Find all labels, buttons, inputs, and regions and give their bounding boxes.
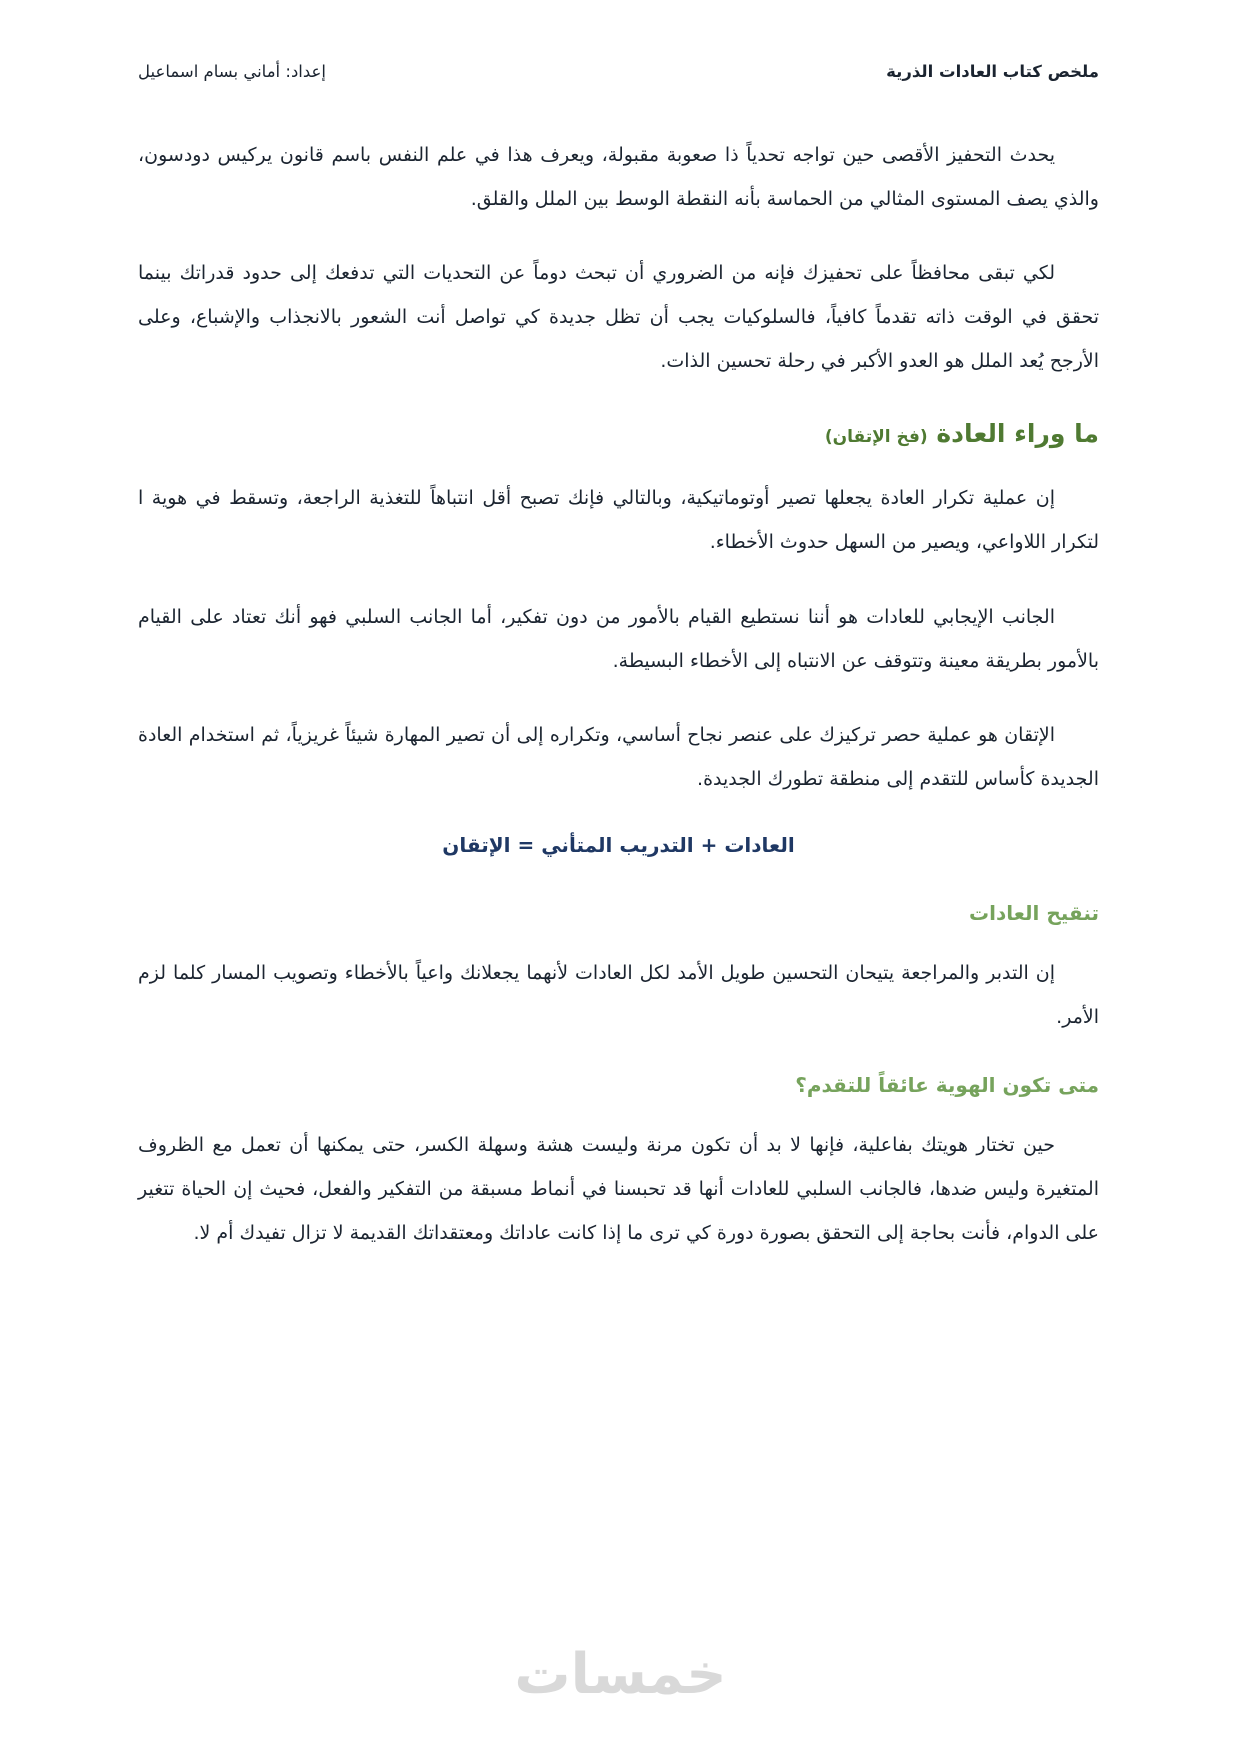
document-header bbox=[138, 62, 1099, 81]
paragraph-motivation-law: يحدث التحفيز الأقصى حين تواجه تحدياً ذا صعوبة مقبولة، ويعرف هذا في علم النفس باسم قانون يركيس دودسون، والذي يصف المستوى المثالي من الحماسة بأنه النقطة الوسط بين الملل والقلق. bbox=[138, 144, 1099, 211]
document-author: إعداد: أماني بسام اسماعيل bbox=[138, 62, 326, 81]
subheading-refining-habits: تنقيح العادات bbox=[969, 900, 1099, 925]
khamsat-watermark: خمسات bbox=[514, 1642, 727, 1707]
paragraph-flexible-identity: حين تختار هويتك بفاعلية، فإنها لا بد أن تكون مرنة وليست هشة وسهلة الكسر، حتى يمكنها أن تعمل مع الظروف المتغيرة وليس ضدها، فالجانب السلبي للعادات أنها قد تحبسنا في أنماط مسبقة من التفكير والفعل، فحيث إن الحياة تتغير على الدوام، فأنت بحاجة إلى التحقق بصورة دورة كي ترى ما إذا كانت عاداتك ومعتقداتك القديمة لا تزال تفيدك أم لا. bbox=[138, 1134, 1099, 1245]
paragraph-habit-automaticity: إن عملية تكرار العادة يجعلها تصير أوتوماتيكية، وبالتالي فإنك تصبح أقل انتباهاً للتغذية الراجعة، وتسقط في هوية ا لتكرار اللاواعي، ويصير من السهل حدوث الأخطاء. bbox=[138, 487, 1099, 554]
subheading-identity-obstacle: متى تكون الهوية عائقاً للتقدم؟ bbox=[795, 1073, 1099, 1098]
section-heading-beyond-habit bbox=[138, 419, 1099, 448]
document-title: ملخص كتاب العادات الذرية bbox=[886, 62, 1099, 81]
paragraph-reflection-review: إن التدبر والمراجعة يتيحان التحسين طويل الأمد لكل العادات لأنهما يجعلانك واعياً بالأخطاء وتصويب المسار كلما لزم الأمر. bbox=[138, 961, 1099, 1028]
section-heading-parenthetical: (فخ الإتقان) bbox=[824, 427, 928, 448]
paragraph-mastery-definition: الإتقان هو عملية حصر تركيزك على عنصر نجاح أساسي، وتكراره إلى أن تصير المهارة شيئاً غريزياً، ثم استخدام العادة الجديدة كأساس للتقدم إلى منطقة تطورك الجديدة. bbox=[138, 723, 1099, 790]
mastery-formula: العادات + التدريب المتأني = الإتقان bbox=[442, 832, 795, 857]
paragraph-staying-motivated: لكي تبقى محافظاً على تحفيزك فإنه من الضروري أن تبحث دوماً عن التحديات التي تدفعك إلى حدود قدراتك بينما تحقق في الوقت ذاته تقدماً كافياً، فالسلوكيات يجب أن تظل جديدة كي تواصل أنت الشعور بالانجذاب والإشباع، وعلى الأرجح يُعد الملل هو العدو الأكبر في رحلة تحسين الذات. bbox=[138, 262, 1099, 373]
section-heading-text: ما وراء العادة bbox=[936, 419, 1099, 449]
paragraph-habit-pros-cons: الجانب الإيجابي للعادات هو أننا نستطيع القيام بالأمور من دون تفكير، أما الجانب السلبي فهو أنك تعتاد على القيام بالأمور بطريقة معينة وتتوقف عن الانتباه إلى الأخطاء البسيطة. bbox=[138, 605, 1099, 672]
